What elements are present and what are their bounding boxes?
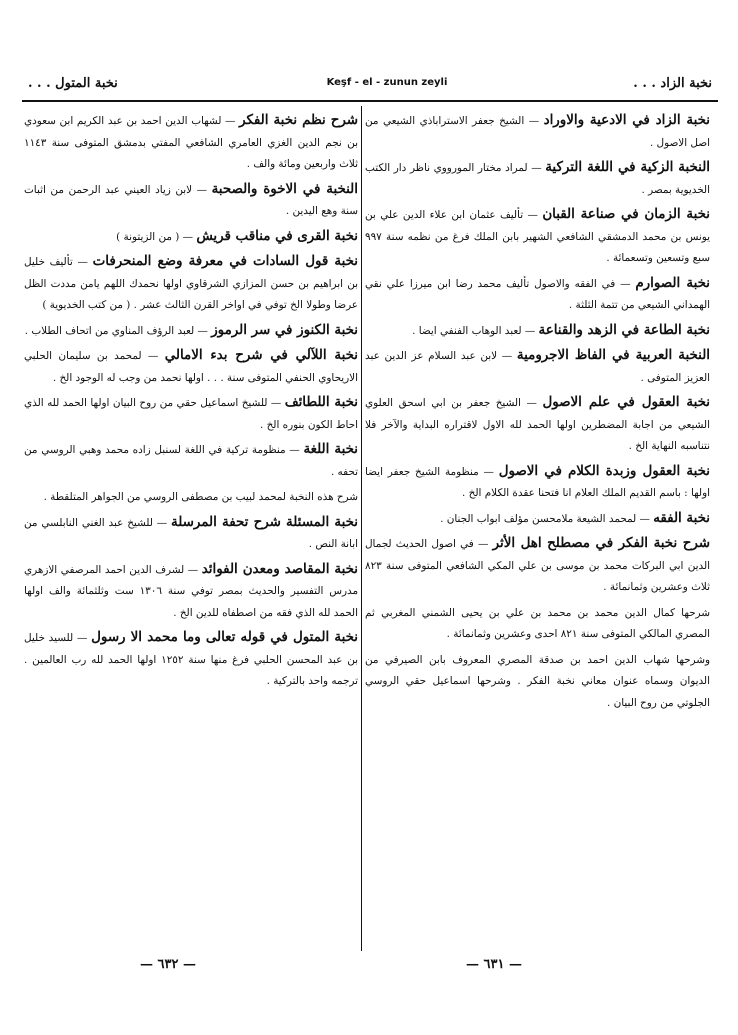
entry-title: النخبة في الاخوة والصحبة bbox=[211, 180, 358, 197]
entry bbox=[24, 251, 358, 317]
entry-body: — لشرف الدين احمد المرصفي الازهري مدرس التفسير والحديث بمصر توفي سنة ١٣٠٦ ست وثلثمائة والف اولها الحمد لله الذي فقه من اصطفاه للدين الخ . bbox=[24, 563, 359, 619]
entry-body: — لمحمد بن سليمان الحلبي الاريحاوي الحنفي المتوفى سنة . . . اولها نحمد من وجب له الوجود الخ . bbox=[24, 350, 358, 384]
entry-body: — في اصول الحديث لجمال الدين ابي البركات محمد بن موسى بن علي المكي الشافعي المتوفى سنة ٨٢٣ ثلاث وعشرين وثمانمائة . bbox=[365, 538, 710, 593]
entry-title: نخبة اللآلي في شرح بدء الامالي bbox=[164, 347, 358, 363]
entry-body: — تأليف خليل بن ابراهيم بن حسن المزازي الشرقاوي اولها نحمدك اللهم يامن مددت الظل عرضا وطولا الخ توفي في اواخر القرن الثالث عشر . ( من كتب الخديوية ) bbox=[24, 256, 358, 311]
entry bbox=[24, 226, 358, 249]
entry-title: نخبة الفقه bbox=[653, 509, 710, 526]
entry bbox=[24, 439, 358, 483]
entry bbox=[365, 110, 710, 154]
column-divider bbox=[361, 106, 362, 951]
entry-body: — لابن زياد العيني عبد الرحمن من اثبات سنة وهع اليدين . bbox=[24, 183, 358, 217]
page-number-right: — ٦٣١ — bbox=[466, 957, 523, 972]
entry-body: — في الفقه والاصول تأليف محمد رضا ابن ميرزا علي نقي الهمداني الشيعي من تتمة الثلثة . bbox=[365, 277, 710, 311]
entry bbox=[24, 392, 358, 436]
entry-body: — الشيخ جعفر الاستراباذي الشيعي من اصل الاصول . bbox=[365, 115, 710, 149]
entry-title: نخبة الصوارم bbox=[635, 274, 710, 291]
entry bbox=[365, 508, 710, 531]
entry-body: — الشيخ جعفر بن ابي اسحق العلوي الشيعي من اجابة المضطرين اولها الحمد لله الاول لاقتراره البداية والآخر فلا نتناسبه النهاية الخ . bbox=[365, 397, 710, 452]
entry bbox=[365, 320, 710, 343]
entry-title: نخبة اللغة bbox=[303, 441, 358, 457]
header-left-catchword: نخبة المتول . . . bbox=[28, 76, 118, 91]
entry bbox=[365, 204, 710, 270]
entry-title: نخبة العقول في علم الاصول bbox=[542, 394, 710, 410]
entry bbox=[365, 345, 710, 389]
entry-body: — منظومة الشيخ جعفر ايضا اولها : باسم القديم الملك العلام انا فتحنا عقدة الكلام الخ . bbox=[365, 465, 710, 499]
right-column bbox=[365, 110, 710, 940]
entry bbox=[365, 461, 710, 505]
header-book-title: Keşf - el - zunun zeyli bbox=[326, 77, 448, 88]
entry-body: شرحها كمال الدين محمد بن محمد بن علي بن يحيى الشمني المغربي ثم المصري المالكي المتوفى سنة ٨٢١ احدى وعشرين وثمانمائة . bbox=[365, 606, 710, 640]
entry-body: — لشهاب الدين احمد بن عبد الكريم ابن سعودي بن نجم الدين الغزي العامري الشافعي المفتي بدمشق المتوفى سنة ١١٤٣ ثلاث واربعين ومائة والف . bbox=[24, 115, 358, 170]
entry-body: — ( من الزيتونة ) bbox=[116, 230, 197, 243]
entry-body: — للشيخ عبد الغني النابلسي من ابانة النص . bbox=[24, 516, 358, 550]
entry bbox=[24, 179, 358, 223]
header-right-catchword: نخبة الزاد . . . bbox=[633, 76, 712, 91]
entry bbox=[365, 273, 710, 317]
entry bbox=[24, 486, 358, 509]
entry-body: — لعبد الرؤف المناوي من اتحاف الطلاب . bbox=[24, 324, 212, 337]
entry-title: نخبة المتول في قوله تعالى وما محمد الا رسول bbox=[91, 629, 358, 645]
entry bbox=[24, 345, 358, 389]
entry-title: نخبة قول السادات في معرفة وضع المنحرفات bbox=[92, 253, 358, 269]
entry-body: — لمراد مختار المورووي ناظر دار الكتب الخديوية بمصر . bbox=[365, 162, 710, 196]
entry-body: — تأليف عثمان ابن علاء الدين علي بن يونس بن محمد الدمشقي الشافعي الشهير بابن الملك فرغ من نظمه سنة ٩٩٧ سبع وتسعين وتسعمائة . bbox=[365, 209, 710, 264]
entry-title: نخبة اللطائف bbox=[284, 394, 358, 410]
entry-title: شرح نظم نخبة الفكر bbox=[239, 112, 359, 128]
entry-body: — للشيخ اسماعيل حقي من روح البيان اولها الحمد لله الذي احاط الكون بنوره الخ . bbox=[24, 397, 358, 431]
entry-body: — لعبد الوهاب الفنفي ايضا . bbox=[412, 324, 539, 337]
running-header bbox=[22, 74, 718, 102]
entry bbox=[365, 602, 710, 646]
entry-title: نخبة المقاصد ومعدن الفوائد bbox=[201, 560, 358, 577]
entry bbox=[24, 320, 358, 343]
entry-body: شرح هذه النخبة لمحمد لبيب بن مصطفى الروسي من الجواهر المتلقطة . bbox=[43, 491, 358, 503]
entry bbox=[365, 157, 710, 201]
entry bbox=[365, 533, 710, 599]
page-number-left: — ٦٣٢ — bbox=[140, 957, 197, 972]
entry bbox=[365, 392, 710, 458]
entry-body: — للسيد خليل بن عبد المحسن الحلبي فرغ منها سنة ١٢٥٢ اولها الحمد لله رب العالمين . ترجمه واحد بالتركية . bbox=[24, 632, 358, 687]
entry bbox=[24, 559, 358, 625]
entry-body: — لابن عبد السلام عز الدين عبد العزيز المتوفى . bbox=[365, 350, 710, 384]
entry bbox=[24, 627, 358, 693]
entry-body: وشرحها شهاب الدين احمد بن صدقة المصري المعروف بابن الصيرفي من الديوان وسماه عنوان معاني نخبة الفكر . وشرحها اسماعيل حقي الروسي الجلوتي من روح البيان . bbox=[365, 653, 710, 709]
entry-title: شرح نخبة الفكر في مصطلح اهل الأثر bbox=[492, 535, 710, 551]
entry-title: نخبة المسئلة شرح تحفة المرسلة bbox=[171, 513, 359, 530]
entry-title: نخبة الطاعة في الزهد والقناعة bbox=[538, 321, 710, 338]
entry-title: نخبة الزمان في صناعة القبان bbox=[542, 206, 711, 222]
entry-body: — منظومة تركية في اللغة لسنبل زاده محمد وهبي الروسي من تحفه . bbox=[24, 444, 358, 478]
entry-title: النخبة العربية في الفاظ الاجرومية bbox=[516, 347, 711, 363]
entry-title: نخبة القرى في مناقب قريش bbox=[196, 227, 358, 244]
entry bbox=[24, 110, 358, 176]
entry-title: نخبة الزاد في الادعية والاوراد bbox=[543, 112, 710, 128]
entry bbox=[365, 649, 710, 715]
left-column bbox=[24, 110, 358, 940]
entry bbox=[24, 512, 358, 556]
entry-body: — لمحمد الشيعة ملامحسن مؤلف ابواب الجنان . bbox=[440, 512, 654, 525]
entry-title: النخبة الزكية في اللغة التركية bbox=[545, 159, 711, 175]
entry-title: نخبة العقول وزبدة الكلام في الاصول bbox=[498, 462, 710, 479]
entry-title: نخبة الكنوز في سر الرموز bbox=[211, 321, 358, 338]
